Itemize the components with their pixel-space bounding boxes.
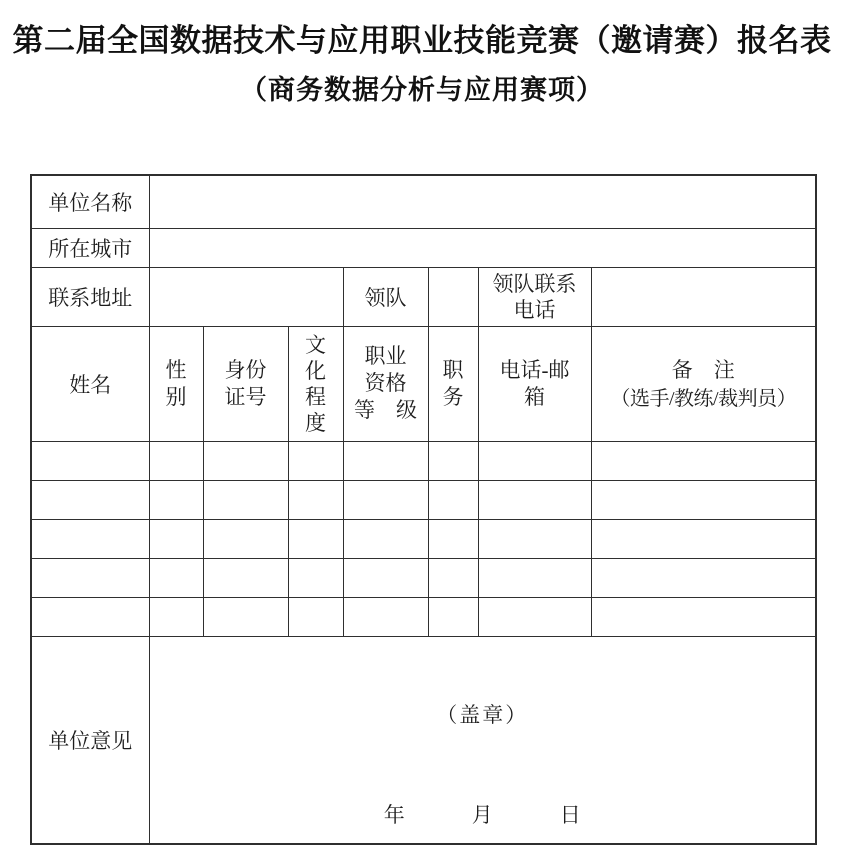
leader-phone-value-cell — [591, 267, 816, 326]
entry-cell — [31, 558, 149, 597]
leader-label: 领队 — [343, 267, 428, 326]
entry-cell — [343, 480, 428, 519]
entry-cell — [288, 558, 343, 597]
unit-name-value-cell — [149, 175, 816, 228]
header-position-line2: 务 — [442, 384, 464, 409]
document-title: 第二届全国数据技术与应用职业技能竞赛（邀请赛）报名表 — [12, 23, 832, 58]
date-line — [384, 799, 581, 829]
leader-value-cell — [428, 267, 478, 326]
entry-cell — [203, 597, 288, 636]
leader-phone-label-line2: 电话 — [513, 297, 556, 322]
entry-cell — [288, 480, 343, 519]
entry-cell — [288, 597, 343, 636]
entry-cell — [478, 597, 591, 636]
entry-cell — [288, 519, 343, 558]
entry-row — [31, 519, 816, 558]
header-education-line4: 度 — [305, 410, 326, 435]
entry-cell — [478, 558, 591, 597]
date-year-label: 年 — [383, 802, 405, 827]
date-day-label: 日 — [559, 802, 581, 827]
entry-cell — [149, 519, 203, 558]
entry-cell — [591, 519, 816, 558]
entry-cell — [428, 441, 478, 480]
address-value-cell — [149, 267, 343, 326]
header-qualification — [343, 326, 428, 441]
unit-name-row — [31, 175, 816, 228]
header-phone-email-line1: 电话-邮 — [499, 357, 570, 382]
header-name: 姓名 — [31, 326, 149, 441]
address-label: 联系地址 — [31, 267, 149, 326]
entry-cell — [478, 480, 591, 519]
entry-cell — [428, 480, 478, 519]
entry-cell — [428, 597, 478, 636]
entry-cell — [343, 519, 428, 558]
entry-cell — [149, 597, 203, 636]
entry-row — [31, 597, 816, 636]
entry-cell — [31, 480, 149, 519]
opinion-row — [31, 636, 816, 844]
unit-name-label: 单位名称 — [31, 175, 149, 228]
table-header-row — [31, 326, 816, 441]
header-education — [288, 326, 343, 441]
city-label: 所在城市 — [31, 228, 149, 267]
entry-row — [31, 558, 816, 597]
header-education-line3: 程 — [305, 384, 326, 409]
header-gender-line2: 别 — [165, 384, 187, 409]
header-gender — [149, 326, 203, 441]
city-row — [31, 228, 816, 267]
entry-cell — [203, 480, 288, 519]
entry-row — [31, 441, 816, 480]
entry-cell — [591, 597, 816, 636]
entry-cell — [31, 519, 149, 558]
opinion-label: 单位意见 — [31, 636, 149, 844]
header-phone-email — [478, 326, 591, 441]
entry-cell — [31, 441, 149, 480]
header-id-number-line2: 证号 — [224, 384, 267, 409]
header-phone-email-line2: 箱 — [524, 384, 545, 409]
header-education-line2: 化 — [305, 358, 326, 383]
document-subtitle: （商务数据分析与应用赛项） — [240, 75, 604, 105]
address-row — [31, 267, 816, 326]
header-qualification-line1: 职业 — [364, 344, 407, 368]
entry-cell — [343, 441, 428, 480]
entry-cell — [149, 558, 203, 597]
registration-form-table — [30, 174, 817, 845]
opinion-body — [150, 637, 816, 841]
leader-phone-label-line1: 领队联系 — [492, 271, 577, 296]
header-remark-line2: （选手/教练/裁判员） — [610, 387, 797, 410]
entry-cell — [343, 597, 428, 636]
entry-cell — [149, 441, 203, 480]
leader-phone-label — [478, 267, 591, 326]
header-position-line1: 职 — [442, 357, 464, 382]
entry-row — [31, 480, 816, 519]
header-position — [428, 326, 478, 441]
date-month-label: 月 — [471, 802, 493, 827]
header-remark — [591, 326, 816, 441]
entry-cell — [478, 441, 591, 480]
entry-cell — [203, 519, 288, 558]
city-value-cell — [149, 228, 816, 267]
entry-cell — [149, 480, 203, 519]
entry-cell — [478, 519, 591, 558]
entry-cell — [428, 558, 478, 597]
opinion-value-cell — [149, 636, 816, 844]
entry-cell — [31, 597, 149, 636]
entry-cell — [591, 441, 816, 480]
entry-cell — [591, 480, 816, 519]
header-id-number-line1: 身份 — [224, 357, 267, 382]
entry-cell — [343, 558, 428, 597]
header-education-line1: 文 — [305, 332, 326, 357]
header-qualification-line2: 资格 — [364, 371, 407, 395]
header-qualification-line3: 等 级 — [354, 398, 417, 422]
entry-cell — [203, 558, 288, 597]
entry-cell — [428, 519, 478, 558]
header-gender-line1: 性 — [165, 357, 187, 382]
entry-cell — [203, 441, 288, 480]
entry-cell — [288, 441, 343, 480]
header-id-number — [203, 326, 288, 441]
seal-placeholder: （盖章） — [436, 702, 529, 727]
entry-cell — [591, 558, 816, 597]
header-remark-line1: 备 注 — [671, 357, 735, 382]
